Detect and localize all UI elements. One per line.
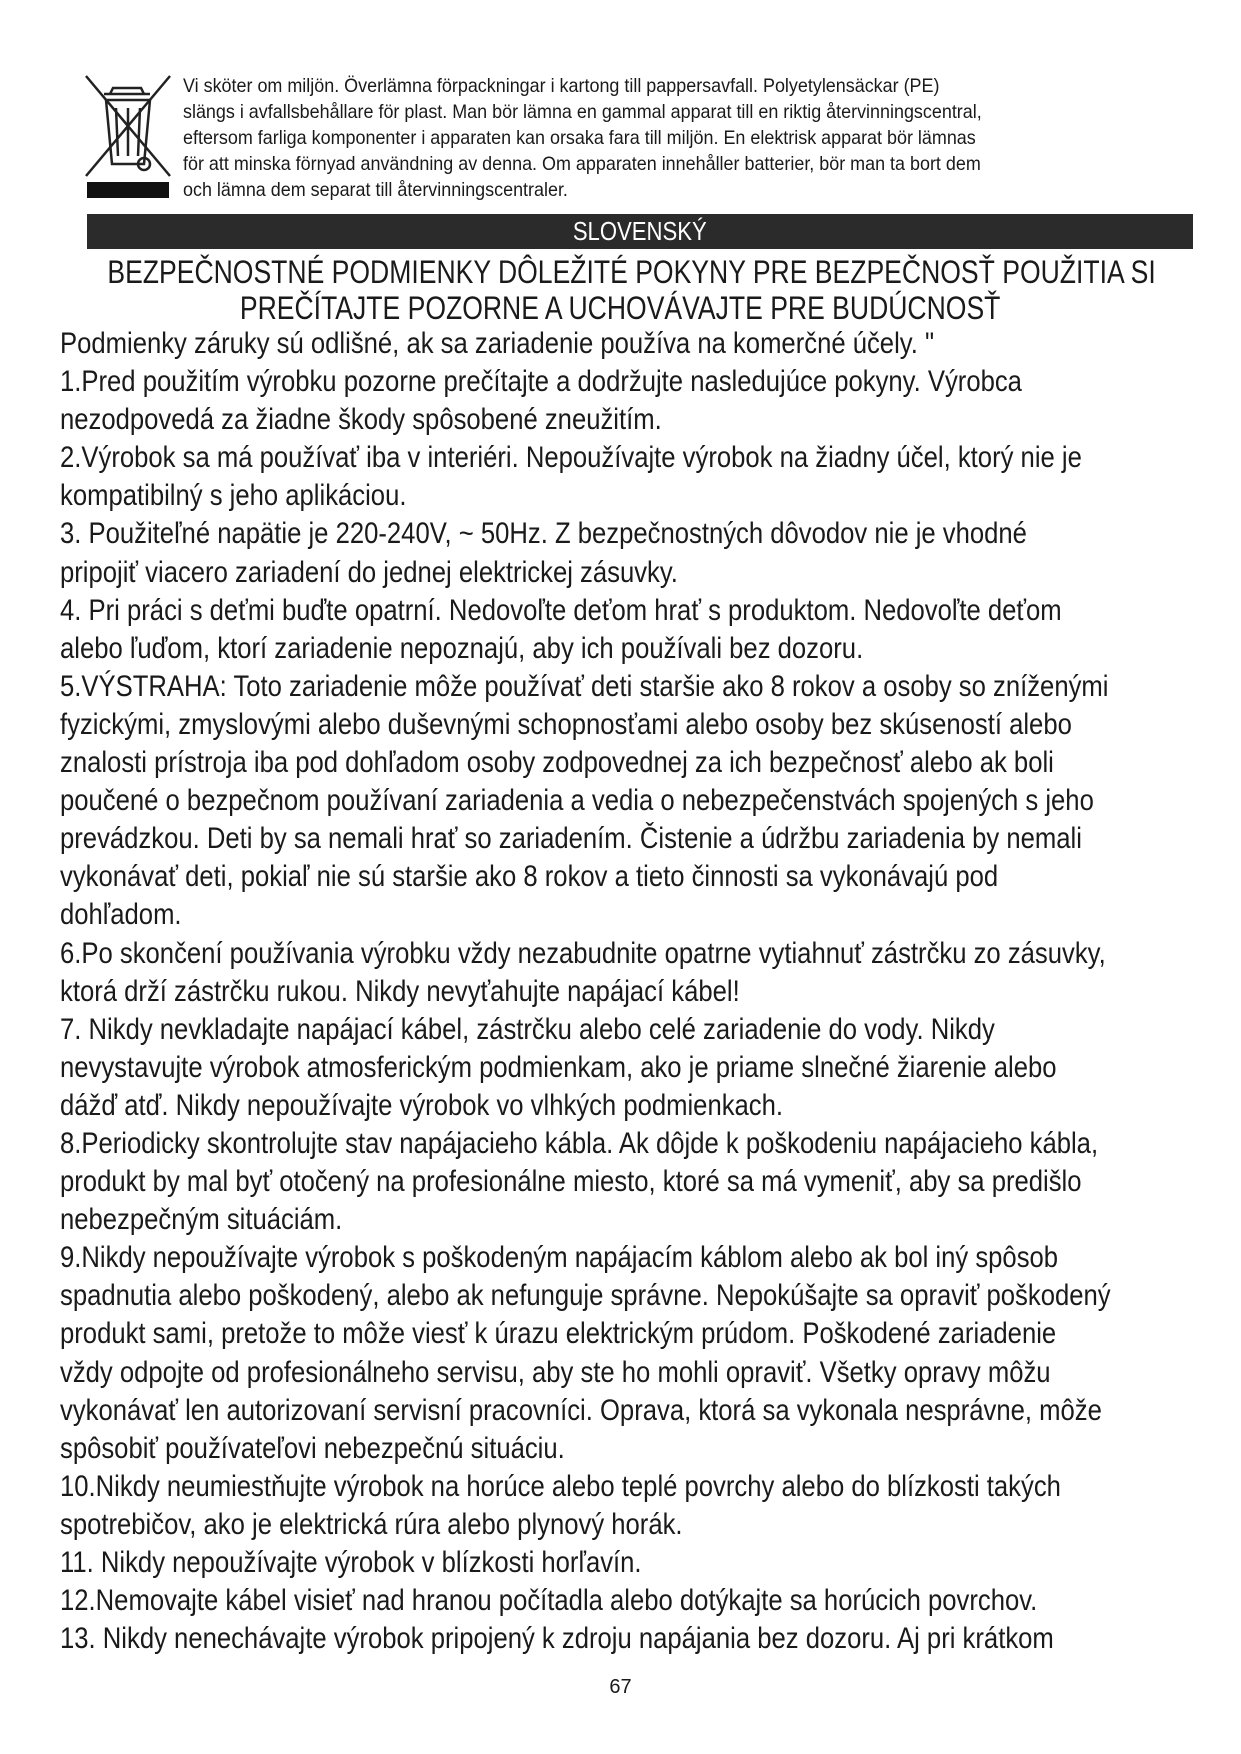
- language-section-banner: [87, 214, 1193, 249]
- instruction-line: 5.VÝSTRAHA: Toto zariadenie môže používať deti staršie ako 8 rokov a osoby so zníženými: [60, 669, 1109, 703]
- instruction-line: vykonávať len autorizovaní servisní pracovníci. Oprava, ktorá sa vykonala nesprávne, môže: [60, 1393, 1102, 1427]
- instruction-line: 11. Nikdy nepoužívajte výrobok v blízkosti horľavín.: [60, 1546, 642, 1579]
- instruction-line: nevystavujte výrobok atmosferickým podmienkam, ako je priame slnečné žiarenie alebo: [60, 1050, 1057, 1084]
- instruction-line: 4. Pri práci s deťmi buďte opatrní. Nedovoľte deťom hrať s produktom. Nedovoľte deťom: [60, 593, 1062, 627]
- instruction-line: pripojiť viacero zariadení do jednej elektrickej zásuvky.: [60, 555, 678, 589]
- note-line: slängs i avfallsbehållare för plast. Man bör lämna en gammal apparat till en riktig återvinningscentral,: [183, 101, 982, 123]
- instruction-line: produkt by mal byť otočený na profesionálne miesto, ktoré sa má vymeniť, aby sa predišlo: [60, 1165, 1082, 1199]
- instruction-line: prevádzkou. Deti by sa nemali hrať so zariadením. Čistenie a údržbu zariadenia by nemali: [60, 822, 1082, 856]
- instruction-line: spotrebičov, ako je elektrická rúra alebo plynový horák.: [60, 1507, 683, 1541]
- safety-title: [0, 254, 1241, 326]
- instruction-line: fyzickými, zmyslovými alebo duševnými schopnosťami alebo osoby bez skúseností alebo: [60, 707, 1072, 741]
- instruction-line: 2.Výrobok sa má používať iba v interiéri. Nepoužívajte výrobok na žiadny účel, ktorý nie je: [60, 441, 1082, 475]
- page-number: 67: [609, 1676, 632, 1698]
- instruction-line: alebo ľuďom, ktorí zariadenie nepoznajú, aby ich používali bez dozoru.: [60, 631, 864, 665]
- instruction-line: 3. Použiteľné napätie je 220-240V, ~ 50Hz. Z bezpečnostných dôvodov nie je vhodné: [60, 517, 1027, 551]
- instruction-line: nebezpečným situáciám.: [60, 1203, 343, 1237]
- instruction-line: dohľadom.: [60, 898, 182, 932]
- instruction-line: poučené o bezpečnom používaní zariadenia a vedia o nebezpečenstvách spojených s jeho: [60, 784, 1094, 818]
- instruction-line: spadnutia alebo poškodený, alebo ak nefunguje správne. Nepokúšajte sa opraviť poškodený: [60, 1279, 1111, 1313]
- title-line: PREČÍTAJTE POZORNE A UCHOVÁVAJTE PRE BUDÚCNOSŤ: [240, 290, 1001, 326]
- title-line: BEZPEČNOSTNÉ PODMIENKY DÔLEŽITÉ POKYNY PRE BEZPEČNOSŤ POUŽITIA SI: [107, 254, 1156, 290]
- instruction-line: Podmienky záruky sú odlišné, ak sa zariadenie používa na komerčné účely. ": [60, 327, 935, 360]
- crossed-out-wheelie-bin-icon: [80, 72, 176, 202]
- instruction-line: 10.Nikdy neumiestňujte výrobok na horúce alebo teplé povrchy alebo do blízkosti takých: [60, 1469, 1061, 1503]
- instruction-line: znalosti prístroja iba pod dohľadom osoby zodpovednej za ich bezpečnosť alebo ak boli: [60, 746, 1054, 780]
- instruction-line: produkt sami, pretože to môže viesť k úrazu elektrickým prúdom. Poškodené zariadenie: [60, 1317, 1057, 1351]
- instruction-line: kompatibilný s jeho aplikáciou.: [60, 479, 407, 513]
- instruction-line: ktorá drží zástrčku rukou. Nikdy nevyťahujte napájací kábel!: [60, 974, 740, 1008]
- note-line: eftersom farliga komponenter i apparaten kan orsaka fara till miljön. En elektrisk apparat bör lämnas: [183, 127, 976, 149]
- banner-label: SLOVENSKÝ: [573, 216, 707, 246]
- instruction-line: 7. Nikdy nevkladajte napájací kábel, zástrčku alebo celé zariadenie do vody. Nikdy: [60, 1012, 995, 1046]
- instruction-line: vykonávať deti, pokiaľ nie sú staršie ako 8 rokov a tieto činnosti sa vykonávajú pod: [60, 860, 999, 894]
- instruction-line: spôsobiť používateľovi nebezpečnú situáciu.: [60, 1431, 565, 1465]
- instruction-line: 12.Nemovajte kábel visieť nad hranou počítadla alebo dotýkajte sa horúcich povrchov.: [60, 1584, 1038, 1618]
- safety-instructions: [60, 325, 1241, 1658]
- instruction-line: vždy odpojte od profesionálneho servisu, aby ste ho mohli opraviť. Všetky opravy môžu: [60, 1355, 1051, 1389]
- note-line: för att minska förnyad användning av denna. Om apparaten innehåller batterier, bör man ta bort dem: [183, 153, 981, 175]
- instruction-line: nezodpovedá za žiadne škody spôsobené zneužitím.: [60, 403, 662, 437]
- instruction-line: 6.Po skončení používania výrobku vždy nezabudnite opatrne vytiahnuť zástrčku zo zásuvky,: [60, 936, 1106, 970]
- instruction-line: dážď atď. Nikdy nepoužívajte výrobok vo vlhkých podmienkach.: [60, 1088, 784, 1122]
- instruction-line: 9.Nikdy nepoužívajte výrobok s poškodeným napájacím káblom alebo ak bol iný spôsob: [60, 1241, 1059, 1275]
- environment-note: [183, 73, 1241, 203]
- instruction-line: 13. Nikdy nenechávajte výrobok pripojený k zdroju napájania bez dozoru. Aj pri krátkom: [60, 1622, 1054, 1656]
- note-line: Vi sköter om miljön. Överlämna förpackningar i kartong till pappersavfall. Polyetylensäckar (PE): [183, 75, 940, 97]
- instruction-line: 8.Periodicky skontrolujte stav napájacieho kábla. Ak dôjde k poškodeniu napájacieho kábla,: [60, 1126, 1099, 1160]
- instruction-line: 1.Pred použitím výrobku pozorne prečítajte a dodržujte nasledujúce pokyny. Výrobca: [60, 365, 1022, 399]
- note-line: och lämna dem separat till återvinningscentraler.: [183, 179, 568, 201]
